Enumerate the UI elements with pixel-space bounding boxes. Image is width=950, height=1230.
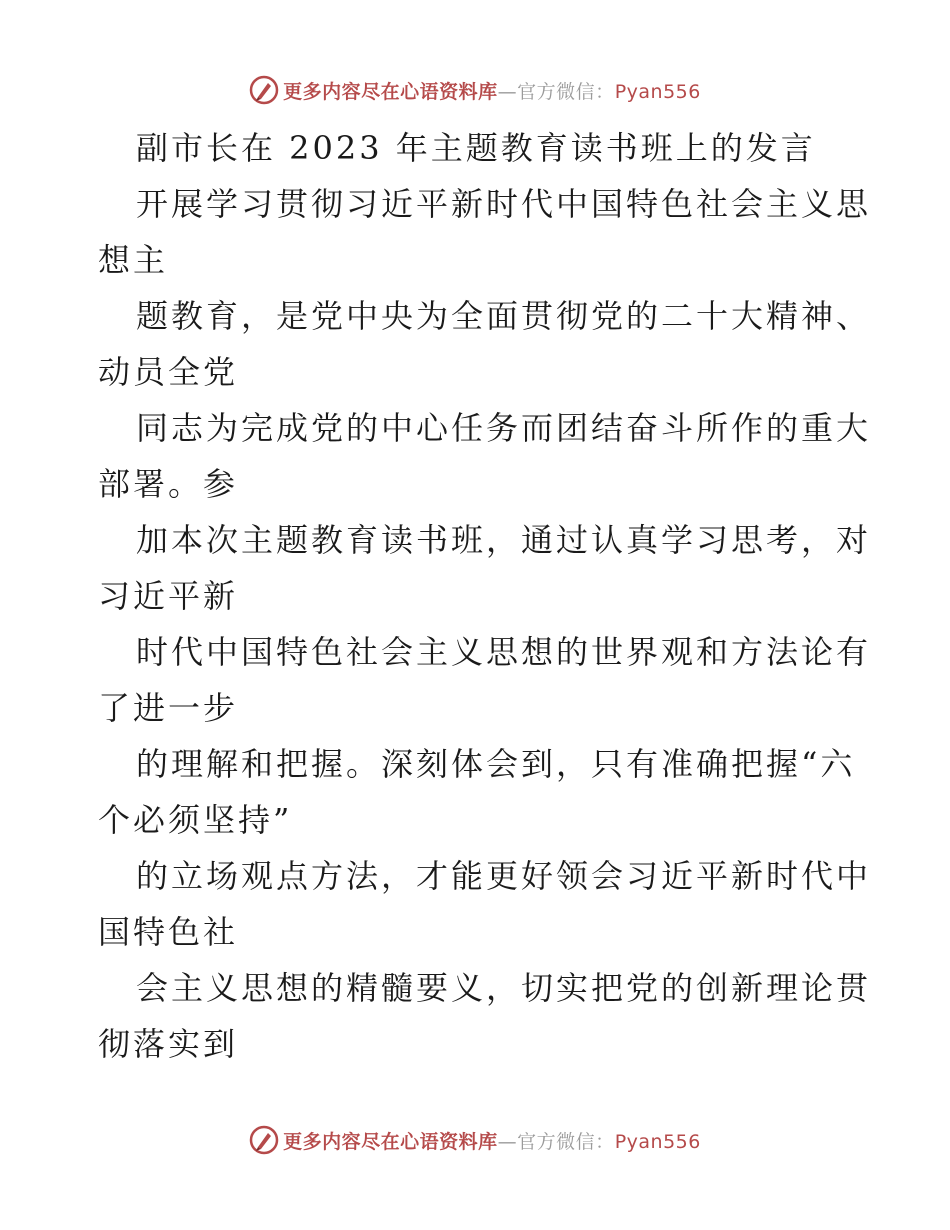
text-line: 动员全党 xyxy=(98,353,239,391)
text-line: 加本次主题教育读书班，通过认真学习思考，对 xyxy=(136,521,872,559)
pen-logo-icon xyxy=(249,75,279,105)
watermark-main-text: 更多内容尽在心语资料库 xyxy=(283,1130,498,1153)
footer-watermark xyxy=(0,1122,950,1158)
document-body xyxy=(98,120,872,1072)
document-title: 副市长在 2023 年主题教育读书班上的发言 xyxy=(136,129,816,167)
text-line: 国特色社 xyxy=(98,913,239,951)
text-line: 个必须坚持” xyxy=(98,801,293,839)
text-line: 部署。参 xyxy=(98,465,239,503)
watermark-rest-text: —官方微信： xyxy=(497,80,615,103)
watermark-id-text: Pyan556 xyxy=(614,80,701,103)
text-line: 习近平新 xyxy=(98,577,239,615)
watermark-rest-text: —官方微信： xyxy=(497,1130,615,1153)
text-line: 题教育，是党中央为全面贯彻党的二十大精神、 xyxy=(136,297,872,335)
text-line: 了进一步 xyxy=(98,689,239,727)
text-line: 时代中国特色社会主义思想的世界观和方法论有 xyxy=(136,633,872,671)
watermark-main-text: 更多内容尽在心语资料库 xyxy=(283,80,498,103)
text-line: 的立场观点方法，才能更好领会习近平新时代中 xyxy=(136,857,872,895)
text-line: 开展学习贯彻习近平新时代中国特色社会主义思 xyxy=(136,185,872,223)
text-line: 的理解和把握。深刻体会到，只有准确把握“六 xyxy=(136,745,856,783)
header-watermark xyxy=(0,72,950,108)
watermark-id-text: Pyan556 xyxy=(614,1130,701,1153)
pen-logo-icon xyxy=(249,1125,279,1155)
text-line: 同志为完成党的中心任务而团结奋斗所作的重大 xyxy=(136,409,872,447)
text-line: 想主 xyxy=(98,241,169,279)
text-line: 彻落实到 xyxy=(98,1025,239,1063)
text-line: 会主义思想的精髓要义，切实把党的创新理论贯 xyxy=(136,969,872,1007)
